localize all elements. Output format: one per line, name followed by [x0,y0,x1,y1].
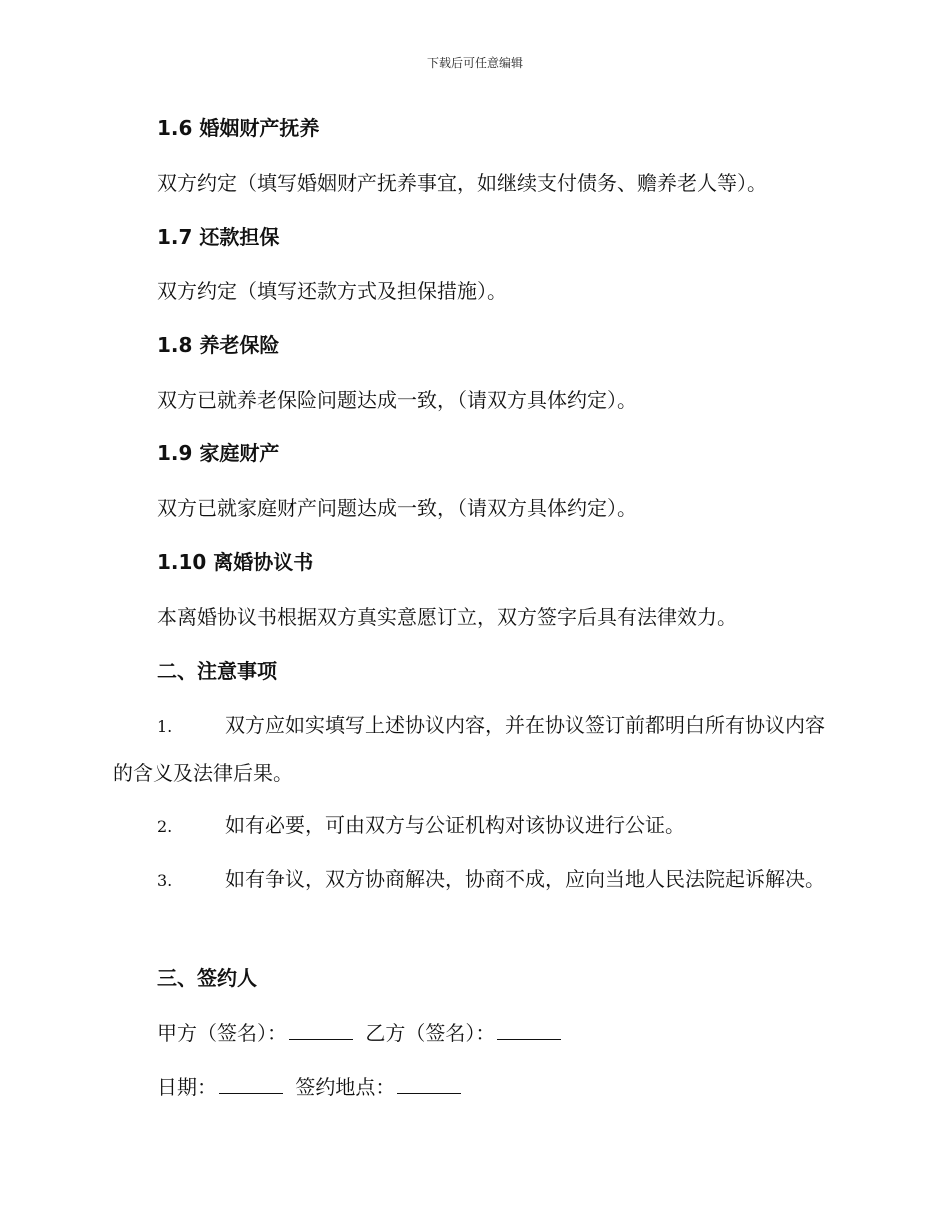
section-heading-1-6: 1.6 婚姻财产抚养 [157,116,320,140]
note-number: 2. [157,817,173,836]
party-a-label: 甲方（签名）： [157,1021,287,1045]
date-place-row [157,1073,467,1101]
date-blank[interactable] [219,1075,283,1094]
section-body-1-10: 本离婚协议书根据双方真实意愿订立，双方签字后具有法律效力。 [157,605,737,629]
party-a-signature-blank[interactable] [289,1021,353,1040]
signature-row [157,1019,567,1047]
party-b-label: 乙方（签名）： [365,1021,496,1045]
section-heading-1-9: 1.9 家庭财产 [157,441,280,465]
page-header: 下载后可任意编辑 [426,56,523,70]
signatories-heading: 三、签约人 [157,966,257,990]
place-blank[interactable] [397,1075,461,1094]
section-heading-1-10: 1.10 离婚协议书 [157,550,314,574]
note-item-1 [113,702,838,796]
section-heading-1-7: 1.7 还款担保 [157,225,280,249]
notes-heading: 二、注意事项 [157,659,277,683]
note-item-2 [113,802,838,850]
note-text: 双方应如实填写上述协议内容，并在协议签订前都明白所有协议内容的含义及法律后果。 [113,713,825,785]
place-label: 签约地点： [295,1075,396,1099]
section-body-1-6: 双方约定（填写婚姻财产抚养事宜，如继续支付债务、赡养老人等）。 [157,171,767,195]
section-body-1-8: 双方已就养老保险问题达成一致，（请双方具体约定）。 [157,388,637,412]
section-heading-1-8: 1.8 养老保险 [157,333,280,357]
party-b-signature-blank[interactable] [497,1021,561,1040]
note-text: 如有必要，可由双方与公证机构对该协议进行公证。 [225,813,685,837]
section-body-1-9: 双方已就家庭财产问题达成一致，（请双方具体约定）。 [157,496,637,520]
date-label: 日期： [157,1075,217,1099]
note-text: 如有争议，双方协商解决，协商不成，应向当地人民法院起诉解决。 [225,867,825,891]
note-number: 1. [157,717,173,736]
note-number: 3. [157,871,173,890]
section-body-1-7: 双方约定（填写还款方式及担保措施）。 [157,279,507,303]
note-item-3 [113,856,838,904]
